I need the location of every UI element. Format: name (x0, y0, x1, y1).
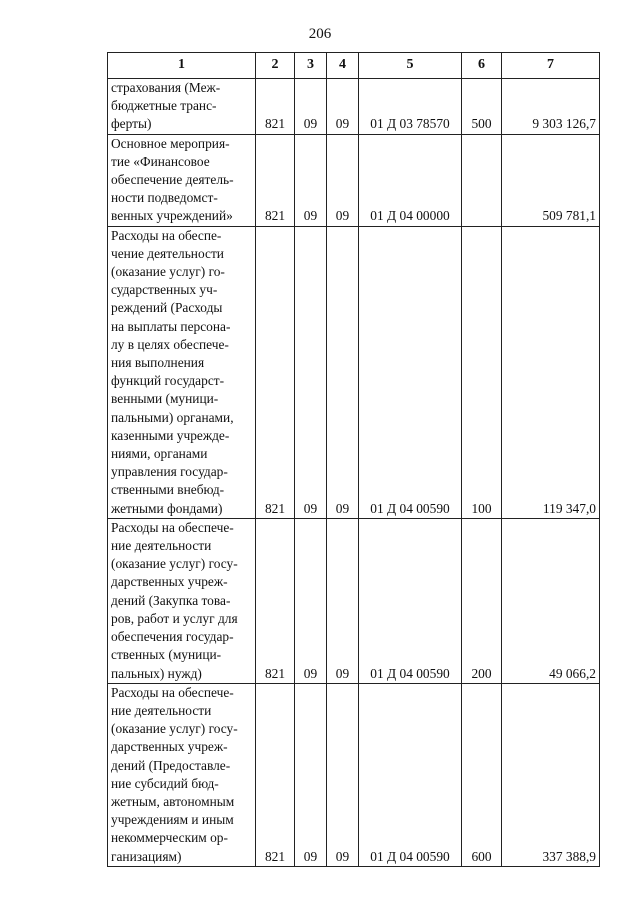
description-line: ние деятельности (111, 702, 212, 718)
description-line: (оказание услуг) госу- (111, 721, 238, 737)
description-line: Основное мероприя- (111, 135, 230, 151)
cell-col-7: 337 388,9 (502, 683, 600, 866)
cell-col-3: 09 (295, 134, 327, 226)
description-line: ния выполнения (111, 355, 205, 371)
cell-col-3: 09 (295, 518, 327, 683)
description-line: страхования (Меж- (111, 80, 221, 95)
description-line: (оказание услуг) госу- (111, 556, 238, 572)
description-line: ственными внебюд- (111, 482, 225, 498)
table-row (108, 683, 600, 866)
cell-col-5: 01 Д 03 78570 (359, 79, 462, 135)
description-line: ственных (муници- (111, 647, 222, 663)
description-line: дений (Закупка това- (111, 592, 231, 608)
description-line: ниями, органами (111, 446, 208, 462)
header-col-2: 2 (256, 53, 295, 79)
cell-col-5: 01 Д 04 00590 (359, 226, 462, 518)
header-col-1: 1 (108, 53, 256, 79)
cell-col-6: 500 (462, 79, 502, 135)
cell-col-4: 09 (327, 134, 359, 226)
description-line: венных учреждений» (111, 208, 233, 224)
description-line: жетным, автономным (111, 793, 235, 809)
description-line: функций государст- (111, 373, 225, 389)
cell-col-6: 100 (462, 226, 502, 518)
cell-col-5: 01 Д 04 00590 (359, 518, 462, 683)
description-line: казенными учрежде- (111, 427, 230, 443)
row-description (108, 134, 256, 226)
row-description (108, 683, 256, 866)
description-line: ров, работ и услуг для (111, 610, 238, 626)
description-line: тие «Финансовое (111, 153, 210, 169)
description-line: реждений (Расходы (111, 300, 223, 316)
header-row (108, 53, 600, 79)
header-col-6: 6 (462, 53, 502, 79)
row-description (108, 226, 256, 518)
cell-col-7: 119 347,0 (502, 226, 600, 518)
description-line: Расходы на обеспе- (111, 227, 222, 243)
cell-col-7: 9 303 126,7 (502, 79, 600, 135)
description-line: ганизациям) (111, 848, 182, 864)
description-line: (оказание услуг) го- (111, 264, 225, 280)
cell-col-2: 821 (256, 134, 295, 226)
cell-col-2: 821 (256, 683, 295, 866)
description-line: некоммерческим ор- (111, 830, 228, 846)
description-line: Расходы на обеспече- (111, 684, 234, 700)
cell-col-5: 01 Д 04 00590 (359, 683, 462, 866)
table-row (108, 134, 600, 226)
page-number: 206 (308, 26, 332, 42)
cell-col-7: 49 066,2 (502, 518, 600, 683)
description-line: сударственных уч- (111, 282, 218, 298)
description-line: венными (муници- (111, 391, 219, 407)
description-line: чение деятельности (111, 245, 224, 261)
cell-col-6: 200 (462, 518, 502, 683)
cell-col-4: 09 (327, 683, 359, 866)
description-line: дарственных учреж- (111, 574, 228, 590)
header-col-5: 5 (359, 53, 462, 79)
description-line: обеспечения государ- (111, 629, 234, 645)
header-col-3: 3 (295, 53, 327, 79)
description-line: дений (Предоставле- (111, 757, 231, 773)
description-line: учреждениям и иным (111, 812, 234, 828)
description-line: дарственных учреж- (111, 739, 228, 755)
description-line: ние деятельности (111, 538, 212, 554)
budget-table (107, 52, 600, 867)
cell-col-3: 09 (295, 79, 327, 135)
description-line: пальных) нужд) (111, 665, 202, 681)
header-col-4: 4 (327, 53, 359, 79)
cell-col-3: 09 (295, 683, 327, 866)
cell-col-2: 821 (256, 226, 295, 518)
cell-col-3: 09 (295, 226, 327, 518)
description-line: ферты) (111, 116, 152, 132)
cell-col-6: 600 (462, 683, 502, 866)
description-line: пальными) органами, (111, 409, 234, 425)
description-line: управления государ- (111, 464, 228, 480)
description-line: лу в целях обеспече- (111, 336, 229, 352)
description-line: на выплаты персона- (111, 318, 231, 334)
table-row (108, 79, 600, 135)
row-description (108, 518, 256, 683)
row-description (108, 79, 256, 135)
description-line: обеспечение деятель- (111, 172, 234, 188)
description-line: жетными фондами) (111, 500, 223, 516)
description-line: ние субсидий бюд- (111, 775, 219, 791)
cell-col-5: 01 Д 04 00000 (359, 134, 462, 226)
description-line: бюджетные транс- (111, 98, 217, 114)
cell-col-2: 821 (256, 79, 295, 135)
table-row (108, 518, 600, 683)
cell-col-6 (462, 134, 502, 226)
description-line: ности подведомст- (111, 190, 218, 206)
cell-col-4: 09 (327, 79, 359, 135)
table-row (108, 226, 600, 518)
header-col-7: 7 (502, 53, 600, 79)
description-line: Расходы на обеспече- (111, 519, 234, 535)
cell-col-4: 09 (327, 226, 359, 518)
cell-col-2: 821 (256, 518, 295, 683)
cell-col-7: 509 781,1 (502, 134, 600, 226)
cell-col-4: 09 (327, 518, 359, 683)
